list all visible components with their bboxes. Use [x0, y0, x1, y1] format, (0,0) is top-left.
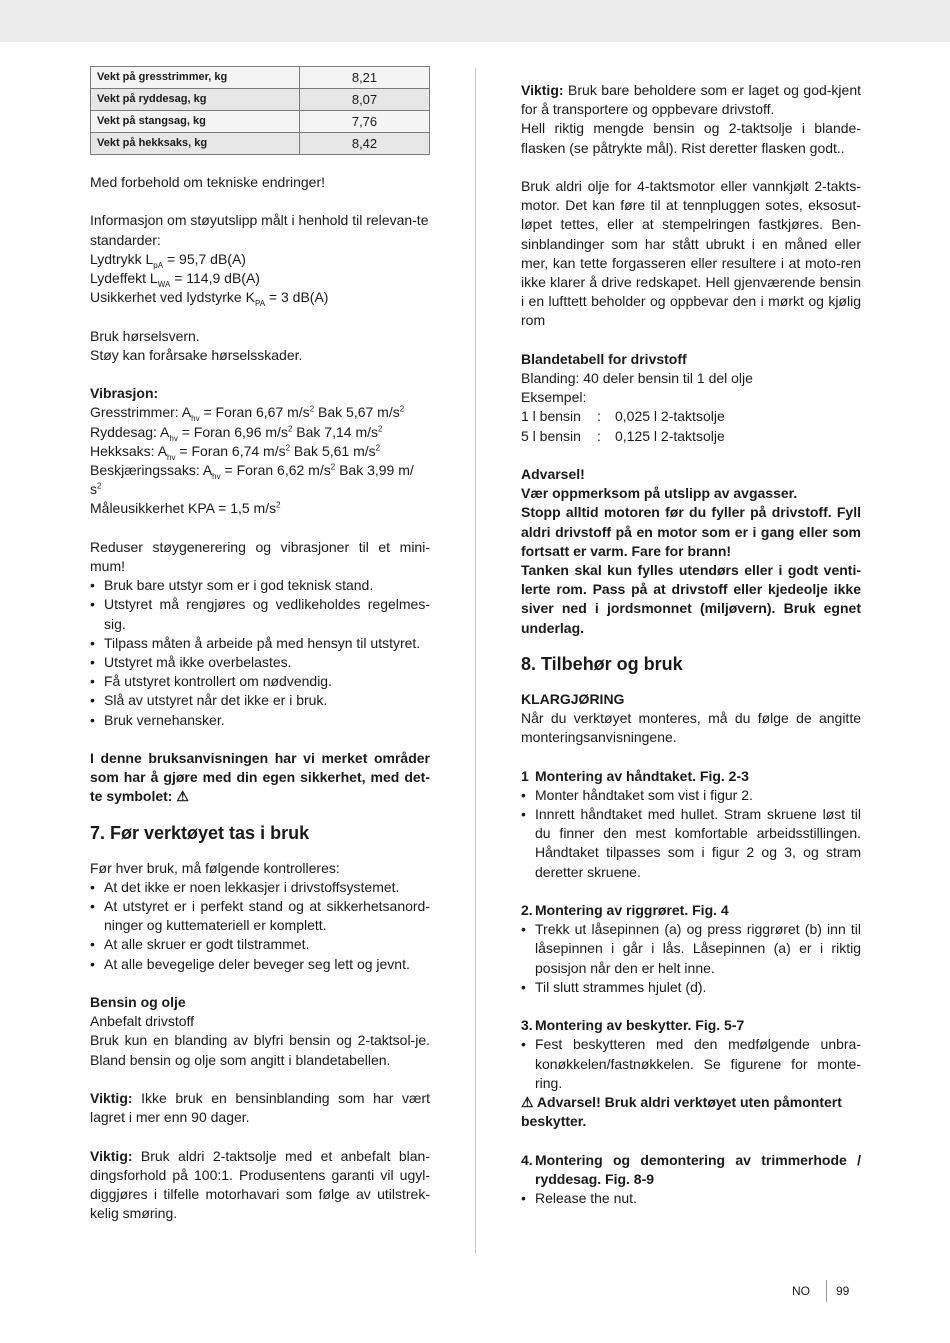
- list-item: • Utstyret må rengjøres og vedlikeholdes regelmes-sig.: [90, 595, 430, 633]
- list-item: • At alle bevegelige deler beveger seg lett og jevnt.: [90, 955, 430, 974]
- vibration-uncertainty: Måleusikkerhet KPA = 1,5 $m/s^2$: [90, 500, 281, 517]
- top-band: [0, 0, 950, 42]
- weight-label: Vekt på gresstrimmer, kg: [91, 67, 300, 89]
- step-3-list: [521, 1035, 861, 1093]
- safety-marking-note: I denne bruksanvisningen har vi merket områder som har å gjøre med din egen sikkerhet, med det-te symbolet: ⚠: [90, 750, 430, 805]
- list-item: • Få utstyret kontrollert om nødvendig.: [90, 672, 430, 691]
- prep-text: Når du verktøyet monteres, må du følge de angitte monteringsanvisningene.: [521, 710, 861, 746]
- weight-value: 8,42: [300, 133, 430, 155]
- section-7-list: [90, 878, 430, 974]
- footer-separator: [826, 1280, 827, 1302]
- weight-label: Vekt på ryddesag, kg: [91, 89, 300, 111]
- table-row: [91, 89, 430, 111]
- list-item: • Utstyret må ikke overbelastes.: [90, 653, 430, 672]
- step-2-list: [521, 920, 861, 997]
- step-3-warning: ⚠ Advarsel! Bruk aldri verktøyet uten påmontert beskytter.: [521, 1094, 842, 1130]
- list-item: • Tilpass måten å arbeide på med hensyn til utstyret.: [90, 634, 430, 653]
- right-column: [521, 81, 861, 1208]
- weight-value: 8,21: [300, 67, 430, 89]
- hearing-protection: Bruk hørselsvern.: [90, 327, 200, 344]
- step-1-list: [521, 786, 861, 882]
- sound-uncertainty: Usikkerhet ved lydstyrke $K_{PA} = 3$ dB(A): [90, 289, 329, 308]
- warning-triangle-icon: ⚠: [176, 788, 189, 805]
- language-code: NO: [792, 1284, 810, 1298]
- section-7-intro: Før hver bruk, må følgende kontrolleres:: [90, 859, 340, 876]
- list-item: • At det ikke er noen lekkasjer i drivstoffsystemet.: [90, 878, 430, 897]
- list-item: • At alle skruer er godt tilstrammet.: [90, 935, 430, 954]
- sound-power: Lydeffekt $L_{WA} = 114,9$ dB(A): [90, 270, 260, 289]
- reduce-text: Reduser støygenerering og vibrasjoner til et mini-mum!: [90, 538, 430, 574]
- table-row: [91, 111, 430, 133]
- list-item: • Til slutt strammes hjulet (d).: [521, 978, 861, 997]
- exhaust-warning: Advarsel! Vær oppmerksom på utslipp av avgasser.: [521, 466, 798, 502]
- column-divider: [475, 68, 476, 1254]
- weight-label: Vekt på stangsag, kg: [91, 111, 300, 133]
- page-number: 99: [836, 1284, 850, 1298]
- vibration-line: Ryddesag: $A_{hv}$ = Foran 6,96 $m/s^2$ Bak 7,14 $m/s^2$: [90, 423, 383, 443]
- important-note-3: Viktig: Bruk bare beholdere som er laget og god-kjent for å transportere og oppbevare drivstoff.: [521, 82, 861, 118]
- section-8-heading: 8. Tilbehør og bruk: [521, 653, 683, 674]
- weight-value: 8,07: [300, 89, 430, 111]
- step-4-list: [521, 1189, 861, 1208]
- list-item: • Release the nut.: [521, 1189, 861, 1208]
- table-row: [91, 133, 430, 155]
- important-note-1: Viktig: Ikke bruk en bensinblanding som har vært lagret i mer enn 90 dager.: [90, 1090, 430, 1126]
- list-item: • Fest beskytteren med den medfølgende unbra-konøkkelen/fastnøkkelen. Se figurene for monte-ring.: [521, 1035, 861, 1093]
- weight-value: 7,76: [300, 111, 430, 133]
- vibration-line: Beskjæringssaks: $A_{hv}$ = Foran 6,62 $m/s^2$ Bak 3,99 m/ $s^2$: [90, 462, 414, 498]
- list-item: • Bruk bare utstyr som er i god teknisk stand.: [90, 576, 430, 595]
- fuel-text: Bruk kun en blanding av blyfri bensin og 2-taktsol-je. Bland bensin og olje som angitt i blandetabellen.: [90, 1032, 430, 1068]
- list-item: • Innrett håndtaket med hullet. Stram skruene løst til du finner den mest komfortable arbeidsstillingen. Håndtaket tilpasses som i figur 2 og 3, og stram deretter skruene.: [521, 805, 861, 882]
- vibration-line: Gresstrimmer: $A_{hv}$ = Foran 6,67 $m/s^2$ Bak 5,67 $m/s^2$: [90, 404, 405, 424]
- step-1-title: 1 Montering av håndtaket. Fig. 2-3: [521, 767, 749, 784]
- mix-ratio: Blanding: 40 deler bensin til 1 del olje: [521, 370, 753, 387]
- example-row: 1 l bensin : 0,025 l 2-taktsolje: [521, 408, 725, 425]
- list-item: • Monter håndtaket som vist i figur 2.: [521, 786, 861, 805]
- mix-table-heading: Blandetabell for drivstoff: [521, 350, 687, 367]
- example-row: 5 l bensin : 0,125 l 2-taktsolje: [521, 427, 725, 444]
- step-4-title: 4. Montering og demontering av trimmerhode / ryddesag. Fig. 8-9: [521, 1151, 861, 1187]
- section-7-heading: 7. Før verktøyet tas i bruk: [90, 822, 310, 843]
- refuel-warning: Stopp alltid motoren før du fyller på drivstoff. Fyll aldri drivstoff på en motor som er i gang eller som fortsatt er varm. Fare for brann!: [521, 504, 861, 559]
- tank-warning: Tanken skal kun fylles utendørs eller i godt venti-lerte rom. Pass på at drivstoff eller kjedeolje ikke siver ned i jordsmonnet (miljøvern). Bruk egnet underlag.: [521, 562, 861, 636]
- vibration-line: Hekksaks: $A_{hv}$ = Foran 6,74 $m/s^2$ Bak 5,61 $m/s^2$: [90, 442, 381, 462]
- important-note-2: Viktig: Bruk aldri 2-taktsolje med et anbefalt blan-dingsforhold på 100:1. Produsentens garanti vil ugyl-diggjøres i tilfelle motorhavari som følge av utilstrek-kelig smøring.: [90, 1147, 430, 1222]
- table-row: [91, 67, 430, 89]
- step-2-title: 2. Montering av riggrøret. Fig. 4: [521, 902, 729, 919]
- noise-intro: Informasjon om støyutslipp målt i henhold til relevan-te standarder:: [90, 212, 429, 248]
- sound-pressure: Lydtrykk $L_{pA} = 95,7$ dB(A): [90, 250, 246, 270]
- step-3-title: 3. Montering av beskytter. Fig. 5-7: [521, 1017, 745, 1034]
- weight-label: Vekt på hekksaks, kg: [91, 133, 300, 155]
- reservation-text: Med forbehold om tekniske endringer!: [90, 174, 326, 190]
- list-item: • At utstyret er i perfekt stand og at sikkerhetsanord-ninger og kuttemateriell er komplett.: [90, 897, 430, 935]
- prep-heading: KLARGJØRING: [521, 690, 625, 707]
- fuel-heading: Bensin og olje: [90, 994, 186, 1011]
- left-column: [90, 66, 430, 1223]
- reduce-list: [90, 576, 430, 730]
- list-item: • Trekk ut låsepinnen (a) og press riggrøret (b) inn til låsepinnen i går i lås. Låsepinnen (a) er i riktig posisjon når den er helt inne.: [521, 920, 861, 978]
- fill-instructions: Hell riktig mengde bensin og 2-taktsolje i blande-flasken (se påtrykte mål). Rist deretter flasken godt..: [521, 120, 861, 156]
- vibration-heading: Vibrasjon:: [90, 385, 159, 402]
- list-item: • Slå av utstyret når det ikke er i bruk.: [90, 691, 430, 710]
- list-item: • Bruk vernehansker.: [90, 711, 430, 730]
- weight-table: [90, 66, 430, 155]
- hearing-damage: Støy kan forårsake hørselsskader.: [90, 346, 303, 363]
- example-label: Eksempel:: [521, 389, 587, 406]
- oil-warning-text: Bruk aldri olje for 4-taktsmotor eller vannkjølt 2-takts-motor. Det kan føre til at tennpluggen sotes, eksosut-løpet tettes, eller at stempelringen fastkjøres. Ben-sinblandinger som har stått ubrukt i en måned eller mer, kan tette forgasseren eller resultere i at moto-ren ikke klarer å drive redskapet. Hell gjenværende bensin i en lufttett beholder og oppbevar den i mørkt og kjølig rom: [521, 178, 861, 329]
- fuel-recommended: Anbefalt drivstoff: [90, 1013, 195, 1030]
